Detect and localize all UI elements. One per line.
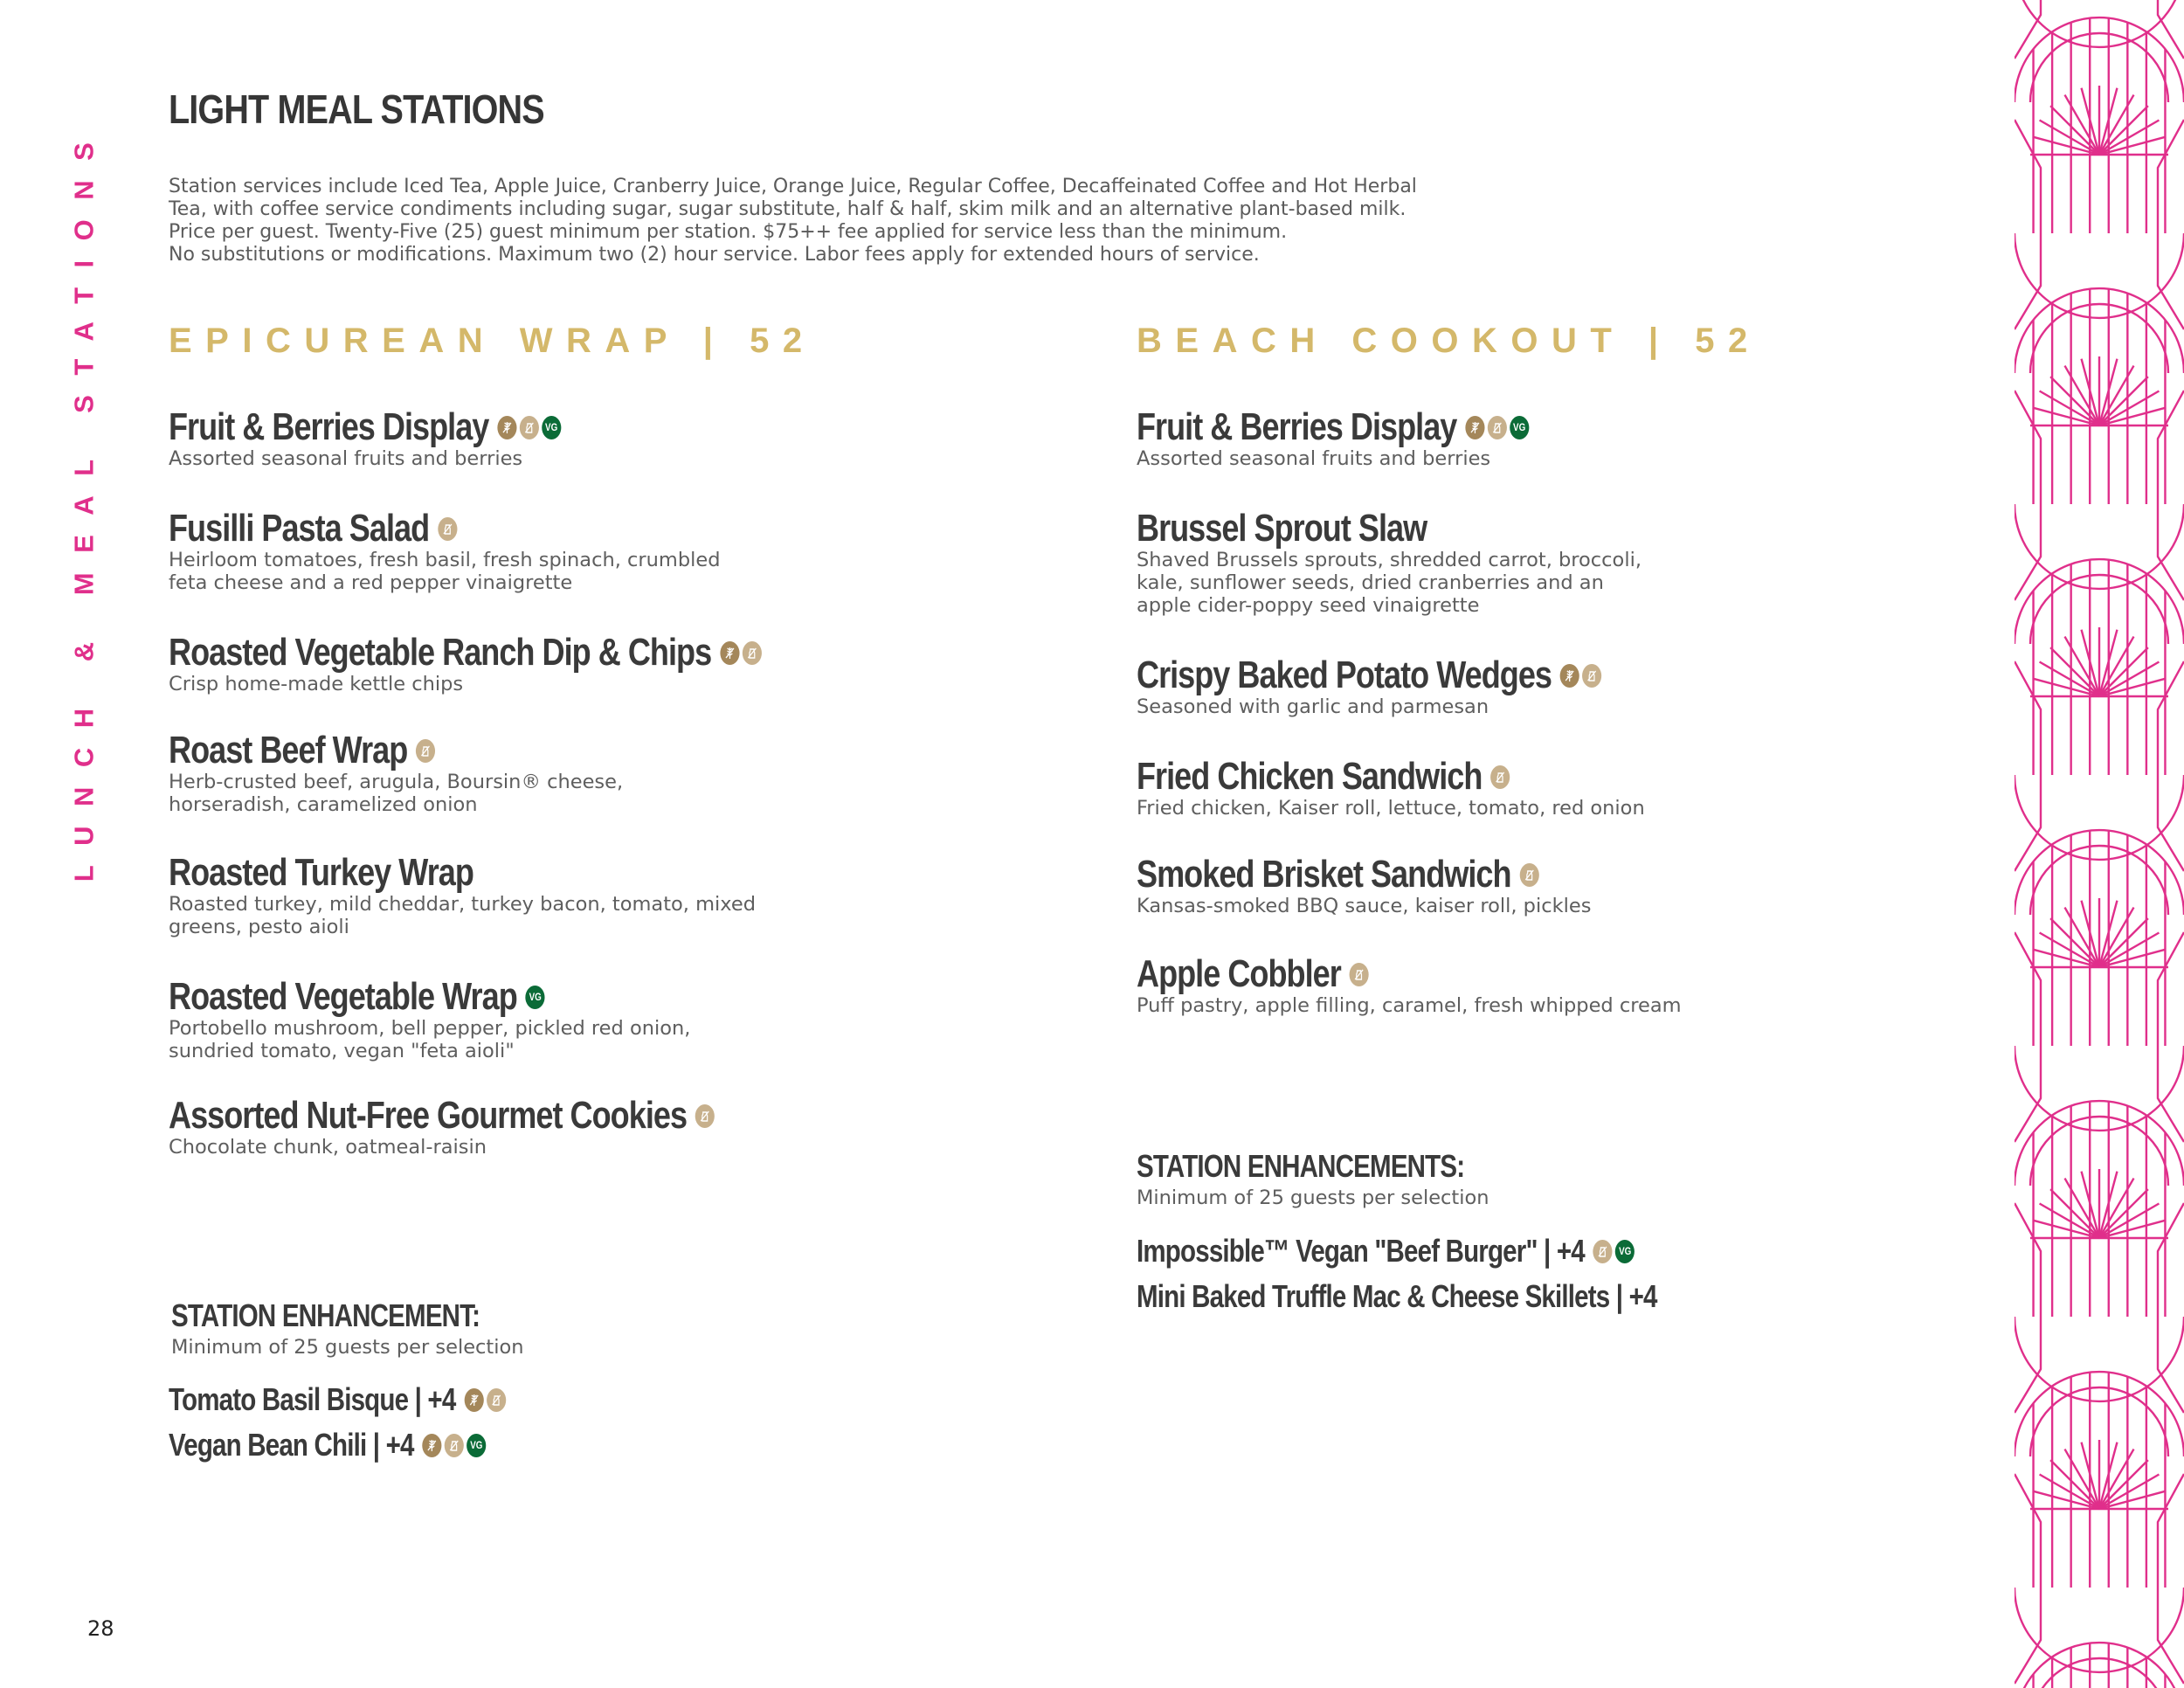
enhancement-heading: STATION ENHANCEMENTS: [1137, 1148, 1465, 1184]
description-line: Crisp home-made kettle chips [169, 673, 464, 695]
gluten-free-icon [720, 641, 739, 665]
menu-item-name: Assorted Nut-Free Gourmet Cookies [169, 1094, 688, 1137]
vegan-icon: VG [467, 1434, 486, 1457]
enhancement-item [169, 1377, 506, 1422]
dietary-icons [1593, 1240, 1635, 1263]
description-line: Assorted seasonal fruits and berries [1137, 447, 1491, 470]
description-line: Shaved Brussels sprouts, shredded carrot, broccoli, [1137, 549, 1641, 571]
menu-item-description [1137, 895, 1628, 917]
dietary-icons [416, 739, 435, 763]
menu-item-description [169, 549, 720, 594]
dietary-icons [1350, 963, 1369, 986]
description-line: Herb-crusted beef, arugula, Boursin® cheese, [169, 771, 624, 793]
vegan-icon: VG [526, 986, 545, 1009]
enhancement-subtitle: Minimum of 25 guests per selection [171, 1336, 524, 1359]
vegan-icon: VG [542, 416, 561, 439]
description-line: Seasoned with garlic and parmesan [1137, 695, 1489, 718]
dairy-free-icon [1350, 963, 1369, 986]
dietary-icons [438, 517, 457, 541]
station-enhancement [1137, 1148, 1537, 1209]
menu-item [1137, 654, 1704, 718]
menu-item-description [1137, 797, 1645, 820]
enhancement-heading: STATION ENHANCEMENT: [171, 1297, 480, 1333]
menu-item-description [169, 447, 647, 470]
menu-item-name: Fusilli Pasta Salad [169, 507, 430, 550]
station-epicurean-wrap [169, 322, 1086, 1463]
station-heading: EPICUREAN WRAP | 52 [169, 322, 816, 360]
menu-item [169, 851, 756, 938]
description-line: Roasted turkey, mild cheddar, turkey bacon, tomato, mixed [169, 893, 757, 916]
description-line: Chocolate chunk, oatmeal-raisin [169, 1136, 487, 1159]
description-line: Assorted seasonal fruits and berries [169, 447, 523, 470]
side-title-text: LUNCH & MEAL STATIONS [68, 122, 100, 882]
station-beach-cookout [1137, 322, 2010, 1314]
menu-item-name: Brussel Sprout Slaw [1137, 507, 1427, 550]
menu-item-description [169, 1017, 690, 1062]
description-line: sundried tomato, vegan "feta aioli" [169, 1040, 515, 1062]
menu-item-name: Roasted Turkey Wrap [169, 851, 473, 894]
enhancement-list [1137, 1228, 1771, 1319]
menu-item-name: Crispy Baked Potato Wedges [1137, 654, 1552, 696]
enhancement-item [1137, 1274, 1657, 1319]
dietary-icons [720, 641, 762, 665]
menu-item-title [169, 851, 650, 895]
menu-item-description [169, 893, 756, 938]
intro-line: Station services include Iced Tea, Apple Juice, Cranberry Juice, Orange Juice, Regular Coffee, Decaffeinated Coffee and Hot Herbal [169, 176, 1417, 197]
intro-text [169, 176, 1496, 266]
enhancement-list [169, 1377, 580, 1468]
description-line: horseradish, caramelized onion [169, 793, 478, 816]
station-enhancement [171, 1297, 548, 1359]
menu-item-name: Fruit & Berries Display [1137, 405, 1457, 448]
dietary-icons [1465, 416, 1529, 439]
dietary-icons [1519, 863, 1538, 887]
vegan-icon: VG [1510, 416, 1529, 439]
side-section-title [61, 87, 107, 917]
dairy-free-icon [1490, 765, 1510, 789]
description-line: Puff pastry, apple filling, caramel, fresh whipped cream [1137, 994, 1682, 1017]
dietary-icons [422, 1434, 486, 1457]
menu-item-description [1137, 994, 1682, 1017]
dairy-free-icon [520, 416, 539, 439]
enhancement-subtitle: Minimum of 25 guests per selection [1137, 1186, 1489, 1209]
dairy-free-icon [1488, 416, 1507, 439]
enhancement-item-name: Tomato Basil Bisque | +4 [169, 1381, 456, 1417]
gluten-free-icon [464, 1388, 483, 1412]
menu-item [169, 631, 892, 695]
menu-item [169, 1094, 834, 1159]
gluten-free-icon [497, 416, 516, 439]
menu-item [169, 405, 647, 470]
description-line: Portobello mushroom, bell pepper, pickled red onion, [169, 1017, 691, 1040]
description-line: kale, sunflower seeds, dried cranberries and an [1137, 571, 1604, 594]
menu-item [1137, 755, 1645, 820]
enhancement-item [169, 1422, 506, 1468]
menu-item [1137, 405, 1615, 470]
dietary-icons [464, 1388, 506, 1412]
dairy-free-icon [1582, 664, 1601, 688]
dietary-icons [1560, 664, 1602, 688]
page-title: LIGHT MEAL STATIONS [169, 86, 544, 132]
menu-item-description [1137, 549, 1641, 617]
menu-item-title [169, 405, 561, 449]
menu-item-title [1137, 507, 1551, 550]
description-line: feta cheese and a red pepper vinaigrette [169, 571, 573, 594]
enhancement-item-name: Impossible™ Vegan "Beef Burger" | +4 [1137, 1233, 1585, 1269]
menu-item-name: Roasted Vegetable Ranch Dip & Chips [169, 631, 712, 674]
dairy-free-icon [487, 1388, 506, 1412]
menu-item [1137, 853, 1628, 917]
description-line: greens, pesto aioli [169, 916, 349, 938]
menu-item-title [1137, 405, 1529, 449]
enhancement-item-name: Vegan Bean Chili | +4 [169, 1427, 414, 1463]
description-line: apple cider-poppy seed vinaigrette [1137, 594, 1480, 617]
menu-item-name: Apple Cobbler [1137, 952, 1341, 995]
menu-item-name: Roast Beef Wrap [169, 729, 408, 771]
dairy-free-icon [438, 517, 457, 541]
menu-item-name: Fried Chicken Sandwich [1137, 755, 1482, 798]
menu-item-description [169, 1136, 834, 1159]
dietary-icons [526, 986, 545, 1009]
menu-item [1137, 507, 1641, 617]
menu-item-name: Smoked Brisket Sandwich [1137, 853, 1511, 896]
intro-line: No substitutions or modifications. Maximum two (2) hour service. Labor fees apply for extended hours of service. [169, 244, 1260, 266]
menu-item-title [1137, 853, 1538, 896]
menu-item-description [1137, 695, 1704, 718]
enhancement-item-name: Mini Baked Truffle Mac & Cheese Skillets | +4 [1137, 1278, 1657, 1314]
menu-item [1137, 952, 1682, 1017]
decorative-pattern [2015, 0, 2184, 1688]
intro-line: Price per guest. Twenty-Five (25) guest minimum per station. $75++ fee applied for service less than the minimum. [169, 221, 1288, 243]
dietary-icons [1490, 765, 1510, 789]
menu-item-name: Roasted Vegetable Wrap [169, 975, 517, 1018]
dairy-free-icon [742, 641, 761, 665]
description-line: Fried chicken, Kaiser roll, lettuce, tomato, red onion [1137, 797, 1645, 820]
dietary-icons [497, 416, 561, 439]
page-number: 28 [87, 1616, 114, 1641]
menu-item-title [169, 507, 621, 550]
description-line: Heirloom tomatoes, fresh basil, fresh spinach, crumbled [169, 549, 721, 571]
menu-item-title [169, 729, 542, 772]
enhancement-item [1137, 1228, 1657, 1274]
station-heading: BEACH COOKOUT | 52 [1137, 322, 1761, 360]
menu-item-title [1137, 654, 1601, 697]
menu-item-description [169, 673, 892, 695]
menu-item-description [169, 771, 623, 816]
gluten-free-icon [422, 1434, 441, 1457]
gluten-free-icon [1560, 664, 1579, 688]
menu-item-name: Fruit & Berries Display [169, 405, 489, 448]
dairy-free-icon [1593, 1240, 1613, 1263]
menu-item [169, 975, 690, 1062]
menu-item [169, 507, 720, 594]
dietary-icons [695, 1104, 715, 1128]
gluten-free-icon [1465, 416, 1484, 439]
vegan-icon: VG [1615, 1240, 1635, 1263]
intro-line: Tea, with coffee service condiments including sugar, sugar substitute, half & half, skim milk and an alternative plant-based milk. [169, 198, 1406, 220]
dairy-free-icon [695, 1104, 715, 1128]
description-line: Kansas-smoked BBQ sauce, kaiser roll, pickles [1137, 895, 1592, 917]
menu-item-title [169, 631, 762, 675]
dairy-free-icon [1519, 863, 1538, 887]
menu-item-title [169, 975, 597, 1019]
dairy-free-icon [416, 739, 435, 763]
menu-item-description [1137, 447, 1615, 470]
menu-item [169, 729, 623, 816]
menu-item-title [1137, 952, 1583, 996]
menu-item-title [1137, 755, 1553, 799]
dairy-free-icon [445, 1434, 464, 1457]
menu-item-title [169, 1094, 715, 1138]
